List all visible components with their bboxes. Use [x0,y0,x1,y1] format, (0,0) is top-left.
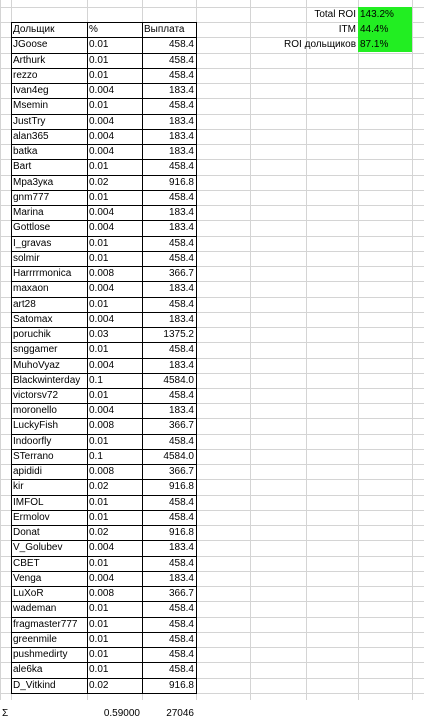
cell-share-percent[interactable]: 0.03 [89,329,109,340]
cell-payout[interactable]: 183.4 [168,207,194,218]
cell-share-percent[interactable]: 0.004 [89,360,115,371]
column-header-name[interactable]: Дольщик [13,24,55,35]
cell-share-percent[interactable]: 0.01 [89,253,109,264]
cell-shareholder-name[interactable]: batka [13,146,38,157]
cell-payout[interactable]: 183.4 [168,283,194,294]
cell-shareholder-name[interactable]: snggamer [13,344,58,355]
cell-payout[interactable]: 183.4 [168,116,194,127]
cell-shareholder-name[interactable]: greenmile [13,634,57,645]
cell-payout[interactable]: 458.4 [168,100,194,111]
sum-symbol[interactable]: Σ [2,708,9,719]
cell-share-percent[interactable]: 0.004 [89,146,115,157]
cell-payout[interactable]: 183.4 [168,131,194,142]
cell-payout[interactable]: 183.4 [168,573,194,584]
cell-shareholder-name[interactable]: maxaon [13,283,49,294]
cell-payout[interactable]: 458.4 [168,497,194,508]
cell-payout[interactable]: 4584.0 [163,375,194,386]
cell-shareholder-name[interactable]: Indoorfly [13,436,52,447]
cell-share-percent[interactable]: 0.02 [89,481,109,492]
cell-payout[interactable]: 458.4 [168,603,194,614]
cell-share-percent[interactable]: 0.004 [89,222,115,233]
cell-payout[interactable]: 458.4 [168,299,194,310]
cell-share-percent[interactable]: 0.01 [89,161,109,172]
cell-shareholder-name[interactable]: Arthurk [13,55,46,66]
cell-payout[interactable]: 183.4 [168,222,194,233]
cell-shareholder-name[interactable]: V_Golubev [13,542,63,553]
cell-payout[interactable]: 183.4 [168,85,194,96]
cell-share-percent[interactable]: 0.01 [89,299,109,310]
cell-share-percent[interactable]: 0.01 [89,55,109,66]
cell-shareholder-name[interactable]: LuXoR [13,588,44,599]
cell-payout[interactable]: 458.4 [168,253,194,264]
cell-shareholder-name[interactable]: I_gravas [13,238,52,249]
cell-share-percent[interactable]: 0.004 [89,85,115,96]
cell-share-percent[interactable]: 0.01 [89,39,109,50]
cell-payout[interactable]: 458.4 [168,238,194,249]
cell-payout[interactable]: 458.4 [168,649,194,660]
cell-payout[interactable]: 458.4 [168,55,194,66]
cell-shareholder-name[interactable]: kir [13,481,24,492]
cell-shareholder-name[interactable]: Blackwinterday [13,375,81,386]
cell-share-percent[interactable]: 0.01 [89,512,109,523]
cell-share-percent[interactable]: 0.004 [89,314,115,325]
cell-shareholder-name[interactable]: fragmaster777 [13,619,78,630]
cell-payout[interactable]: 183.4 [168,542,194,553]
table-border-horizontal [11,693,196,694]
cell-shareholder-name[interactable]: Ermolov [13,512,50,523]
cell-share-percent[interactable]: 0.01 [89,344,109,355]
cell-shareholder-name[interactable]: poruchik [13,329,51,340]
cell-shareholder-name[interactable]: Donat [13,527,40,538]
gridline-vertical [306,0,307,700]
cell-share-percent[interactable]: 0.004 [89,542,115,553]
cell-share-percent[interactable]: 0.01 [89,192,109,203]
cell-share-percent[interactable]: 0.008 [89,466,115,477]
total-percent[interactable]: 0.59000 [103,708,140,719]
cell-shareholder-name[interactable]: Satomax [13,314,53,325]
cell-payout[interactable]: 4584.0 [163,451,194,462]
cell-payout[interactable]: 458.4 [168,436,194,447]
cell-payout[interactable]: 458.4 [168,192,194,203]
cell-shareholder-name[interactable]: Marina [13,207,44,218]
stat-value[interactable]: 44.4% [358,22,412,37]
cell-share-percent[interactable]: 0.01 [89,100,109,111]
cell-shareholder-name[interactable]: gnm777 [13,192,50,203]
cell-share-percent[interactable]: 0.008 [89,268,115,279]
cell-shareholder-name[interactable]: alan365 [13,131,49,142]
cell-share-percent[interactable]: 0.02 [89,527,109,538]
cell-payout[interactable]: 458.4 [168,39,194,50]
cell-payout[interactable]: 458.4 [168,70,194,81]
cell-shareholder-name[interactable]: JustTry [13,116,46,127]
cell-share-percent[interactable]: 0.01 [89,649,109,660]
cell-share-percent[interactable]: 0.004 [89,207,115,218]
stat-value[interactable]: 87.1% [358,37,412,52]
cell-shareholder-name[interactable]: Bart [13,161,32,172]
cell-shareholder-name[interactable]: victorsv72 [13,390,59,401]
cell-share-percent[interactable]: 0.004 [89,405,115,416]
cell-shareholder-name[interactable]: Мра3ука [13,177,54,188]
cell-payout[interactable]: 183.4 [168,146,194,157]
cell-shareholder-name[interactable]: ale6ka [13,664,43,675]
cell-share-percent[interactable]: 0.008 [89,420,115,431]
cell-payout[interactable]: 458.4 [168,512,194,523]
cell-share-percent[interactable]: 0.01 [89,634,109,645]
cell-payout[interactable]: 458.4 [168,344,194,355]
cell-payout[interactable]: 458.4 [168,161,194,172]
cell-payout[interactable]: 458.4 [168,619,194,630]
table-border-vertical [196,22,197,694]
cell-share-percent[interactable]: 0.1 [89,375,103,386]
cell-payout[interactable]: 366.7 [168,268,194,279]
cell-shareholder-name[interactable]: moronello [13,405,57,416]
gridline-vertical [250,0,251,700]
cell-shareholder-name[interactable]: rezzo [13,70,38,81]
gridline-vertical [412,0,413,700]
cell-share-percent[interactable]: 0.01 [89,390,109,401]
stat-label[interactable]: Total ROI [314,9,356,20]
cell-share-percent[interactable]: 0.01 [89,664,109,675]
cell-payout[interactable]: 366.7 [168,420,194,431]
gridline-vertical [358,0,359,700]
cell-shareholder-name[interactable]: apididi [13,466,42,477]
column-header-percent[interactable]: % [89,24,98,35]
cell-share-percent[interactable]: 0.004 [89,116,115,127]
cell-share-percent[interactable]: 0.004 [89,573,115,584]
cell-share-percent[interactable]: 0.01 [89,436,109,447]
cell-payout[interactable]: 183.4 [168,405,194,416]
total-payout[interactable]: 27046 [166,708,194,719]
cell-shareholder-name[interactable]: CBET [13,558,40,569]
cell-payout[interactable]: 183.4 [168,314,194,325]
cell-shareholder-name[interactable]: pushmedirty [13,649,68,660]
cell-payout[interactable]: 183.4 [168,360,194,371]
stat-value[interactable]: 143.2% [358,7,412,22]
cell-shareholder-name[interactable]: D_Vitkind [13,680,56,691]
cell-share-percent[interactable]: 0.01 [89,238,109,249]
cell-payout[interactable]: 916.8 [168,680,194,691]
cell-shareholder-name[interactable]: MuhoVyaz [13,360,60,371]
cell-payout[interactable]: 916.8 [168,177,194,188]
cell-payout[interactable]: 916.8 [168,527,194,538]
cell-share-percent[interactable]: 0.004 [89,131,115,142]
cell-payout[interactable]: 366.7 [168,466,194,477]
cell-shareholder-name[interactable]: Venga [13,573,42,584]
cell-shareholder-name[interactable]: solmir [13,253,40,264]
cell-payout[interactable]: 458.4 [168,664,194,675]
cell-payout[interactable]: 458.4 [168,558,194,569]
cell-shareholder-name[interactable]: wademan [13,603,57,614]
cell-share-percent[interactable]: 0.02 [89,177,109,188]
stat-label[interactable]: ITM [338,24,356,35]
cell-shareholder-name[interactable]: Gottlose [13,222,51,233]
cell-share-percent[interactable]: 0.004 [89,283,115,294]
cell-share-percent[interactable]: 0.01 [89,70,109,81]
column-header-payout[interactable]: Выплата [144,24,185,35]
stat-label[interactable]: ROI дольщиков [284,39,356,50]
cell-share-percent[interactable]: 0.01 [89,497,109,508]
cell-share-percent[interactable]: 0.008 [89,588,115,599]
cell-payout[interactable]: 1375.2 [163,329,194,340]
cell-share-percent[interactable]: 0.01 [89,619,109,630]
cell-shareholder-name[interactable]: Msemin [13,100,49,111]
cell-share-percent[interactable]: 0.01 [89,603,109,614]
cell-payout[interactable]: 366.7 [168,588,194,599]
cell-shareholder-name[interactable]: art28 [13,299,36,310]
gridline-vertical [0,0,1,700]
cell-payout[interactable]: 458.4 [168,634,194,645]
cell-shareholder-name[interactable]: IMFOL [13,497,44,508]
cell-shareholder-name[interactable]: Ivan4eg [13,85,49,96]
cell-shareholder-name[interactable]: JGoose [13,39,48,50]
cell-payout[interactable]: 458.4 [168,390,194,401]
cell-shareholder-name[interactable]: Harrrrmonica [13,268,72,279]
cell-shareholder-name[interactable]: LuckyFish [13,420,59,431]
cell-payout[interactable]: 916.8 [168,481,194,492]
cell-share-percent[interactable]: 0.02 [89,680,109,691]
cell-shareholder-name[interactable]: STerrano [13,451,54,462]
cell-share-percent[interactable]: 0.1 [89,451,103,462]
cell-share-percent[interactable]: 0.01 [89,558,109,569]
